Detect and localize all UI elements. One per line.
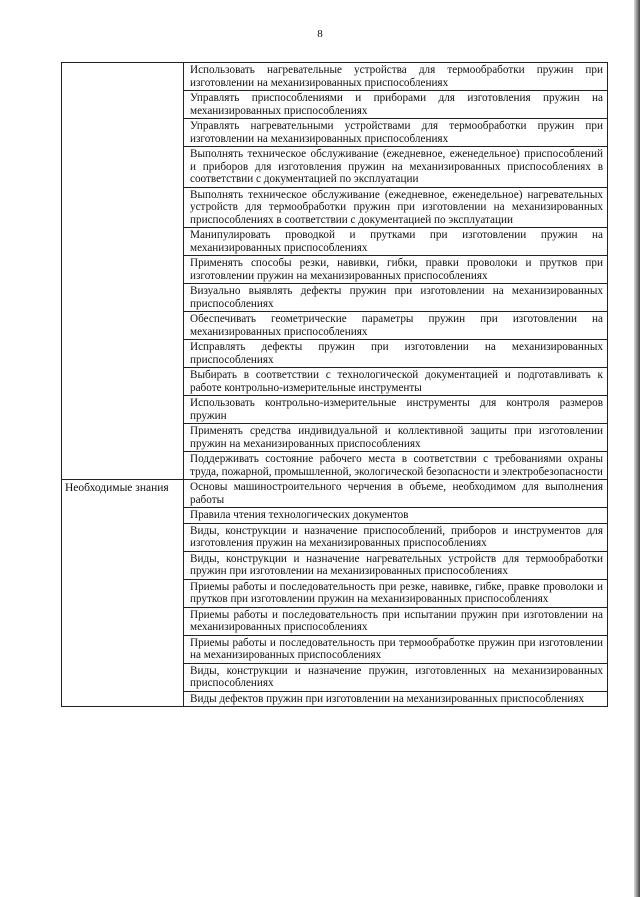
list-item: Исправлять дефекты пружин при изготовлении на механизированных приспособлениях <box>184 340 607 368</box>
list-item: Виды, конструкции и назначение приспособлений, приборов и инструментов для изготовления пружин на механизированных приспособлениях <box>184 524 607 552</box>
list-item: Визуально выявлять дефекты пружин при изготовлении на механизированных приспособлениях <box>184 284 607 312</box>
scan-edge <box>634 0 640 897</box>
list-item: Приемы работы и последовательность при термообработке пружин при изготовлении на механизированных приспособлениях <box>184 636 607 664</box>
list-item: Выполнять техническое обслуживание (ежедневное, еженедельное) нагревательных устройств для термообработки пружин при изготовлении на механизированных приспособлениях в соответствии с документацией по эксплуатации <box>184 188 607 229</box>
list-item: Правила чтения технологических документов <box>184 508 607 524</box>
knowledge-row <box>62 480 608 707</box>
section-label-required-knowledge: Необходимые знания <box>65 482 169 494</box>
knowledge-label-cell <box>62 480 184 707</box>
list-item: Приемы работы и последовательность при резке, навивке, гибке, правке проволоки и прутков при изготовлении пружин на механизированных приспособлениях <box>184 580 607 608</box>
list-item: Применять способы резки, навивки, гибки, правки проволоки и прутков при изготовлении пружин на механизированных приспособлениях <box>184 256 607 284</box>
list-item: Выполнять техническое обслуживание (ежедневное, еженедельное) приспособлений и приборов для изготовления пружин на механизированных приспособлениях в соответствии с документацией по эксплуатации <box>184 147 607 188</box>
skills-label-cell <box>62 63 184 480</box>
skills-row <box>62 63 608 480</box>
list-item: Использовать контрольно-измерительные инструменты для контроля размеров пружин <box>184 396 607 424</box>
list-item: Использовать нагревательные устройства для термообработки пружин при изготовлении на механизированных приспособлениях <box>184 63 607 91</box>
list-item: Виды, конструкции и назначение пружин, изготовленных на механизированных приспособлениях <box>184 664 607 692</box>
list-item: Управлять приспособлениями и приборами для изготовления пружин на механизированных приспособлениях <box>184 91 607 119</box>
list-item: Поддерживать состояние рабочего места в соответствии с требованиями охраны труда, пожарной, промышленной, экологической безопасности и электробезопасности <box>190 453 603 478</box>
list-item: Основы машиностроительного черчения в объеме, необходимом для выполнения работы <box>184 480 607 508</box>
requirements-table <box>61 62 608 707</box>
list-item: Обеспечивать геометрические параметры пружин при изготовлении на механизированных приспособлениях <box>184 312 607 340</box>
list-item: Приемы работы и последовательность при испытании пружин при изготовлении на механизированных приспособлениях <box>184 608 607 636</box>
list-item: Виды, конструкции и назначение нагревательных устройств для термообработки пружин при изготовлении на механизированных приспособлениях <box>184 552 607 580</box>
list-item: Управлять нагревательными устройствами для термообработки пружин при изготовлении на механизированных приспособлениях <box>184 119 607 147</box>
list-item: Виды дефектов пружин при изготовлении на механизированных приспособлениях <box>190 692 585 705</box>
list-item: Манипулировать проводкой и прутками при изготовлении пружин на механизированных приспособлениях <box>184 228 607 256</box>
knowledge-list <box>184 480 608 707</box>
page-number: 8 <box>317 28 323 40</box>
list-item: Выбирать в соответствии с технологической документацией и подготавливать к работе контрольно-измерительные инструменты <box>184 368 607 396</box>
list-item: Применять средства индивидуальной и коллективной защиты при изготовлении пружин на механизированных приспособлениях <box>184 424 607 452</box>
section-label <box>62 63 183 67</box>
skills-list <box>184 63 608 480</box>
